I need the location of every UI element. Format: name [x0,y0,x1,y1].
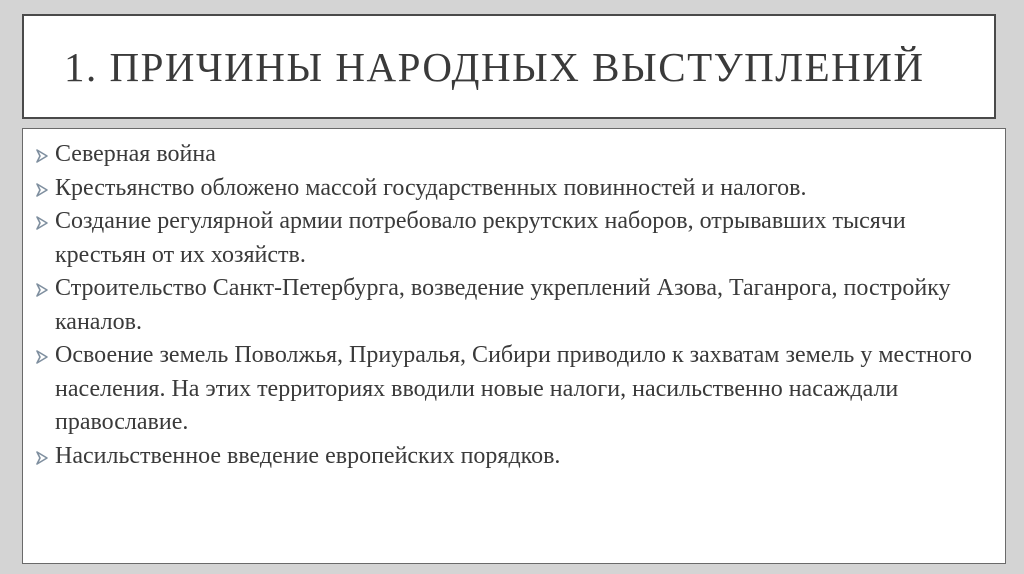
bullet-text: Освоение земель Поволжья, Приуралья, Сибири приводило к захватам земель у местного населения. На этих территориях вводили новые налоги, насильственно насаждали православие. [55,342,973,435]
bullet-item [33,440,995,474]
bullet-text: Насильственное введение европейских порядков. [55,442,561,469]
bullet-item [33,339,995,440]
arrow-bullet-icon [35,148,51,164]
bullet-text: Крестьянство обложено массой государственных повинностей и налогов. [55,174,807,201]
bullet-text: Северная война [55,141,216,167]
bullet-item [33,272,995,339]
arrow-bullet-icon [35,282,51,298]
bullet-item [33,138,995,172]
slide-title: 1. ПРИЧИНЫ НАРОДНЫХ ВЫСТУПЛЕНИЙ [64,43,925,90]
bullet-list [33,138,995,473]
slide-content-box [22,128,1006,564]
bullet-item [33,205,995,272]
arrow-bullet-icon [35,215,51,231]
arrow-bullet-icon [35,450,51,466]
bullet-text: Создание регулярной армии потребовало рекрутских наборов, отрывавших тысячи крестьян от их хозяйств. [55,208,906,268]
slide-title-box [22,14,996,119]
arrow-bullet-icon [35,349,51,365]
bullet-item [33,172,995,206]
arrow-bullet-icon [35,182,51,198]
bullet-text: Строительство Санкт-Петербурга, возведение укреплений Азова, Таганрога, постройку каналов. [55,275,951,335]
